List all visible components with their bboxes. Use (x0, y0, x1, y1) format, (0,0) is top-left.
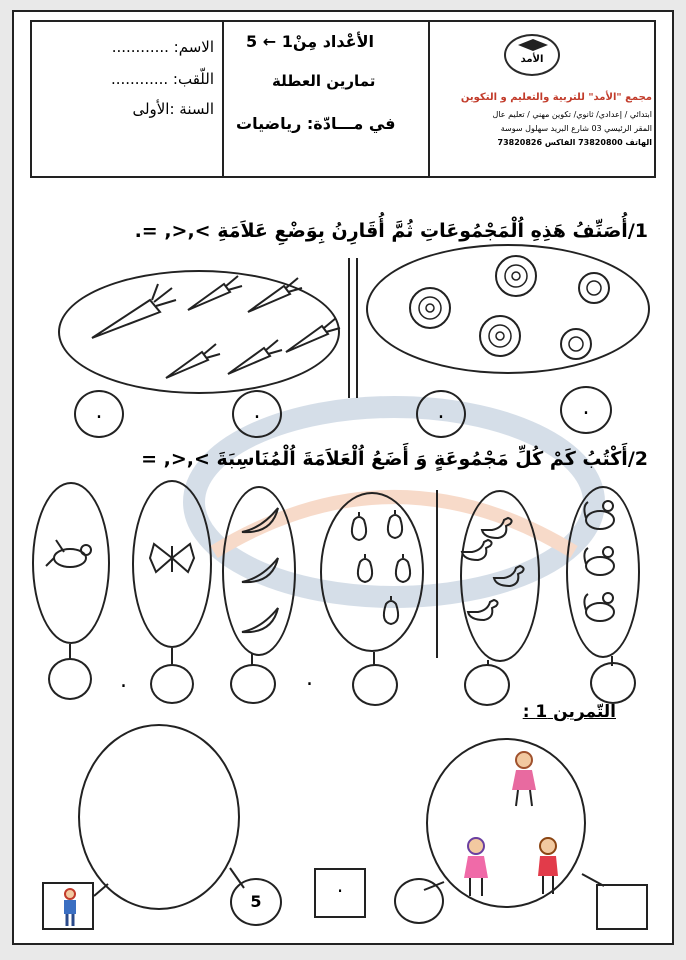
bird-icon (46, 536, 96, 576)
carrot-icon (244, 276, 304, 316)
numbers-range-title (246, 32, 374, 51)
banana-icon (238, 606, 282, 636)
graduation-cap-icon (518, 39, 548, 53)
count-circle[interactable] (48, 658, 92, 700)
pear-icon (376, 594, 406, 626)
goose-icon (464, 596, 504, 626)
subject-label: في مـــادّة: (306, 114, 396, 133)
title-cell (222, 22, 428, 176)
logo-text: الأمد (520, 54, 544, 65)
org-levels: ابتدائي / إعدادي/ ثانوي/ تكوين مهني / تعليم عال (492, 110, 652, 119)
org-cell (428, 22, 658, 176)
divider-line-b (356, 258, 358, 398)
rose-icon-small (554, 326, 598, 362)
answer-circle[interactable]: . (232, 390, 282, 438)
rooster-icon (582, 498, 622, 534)
carrot-icon (282, 316, 342, 356)
pear-icon (350, 552, 380, 584)
count-circle[interactable] (352, 664, 398, 706)
count-circle[interactable] (590, 662, 636, 704)
boy-icon (60, 888, 80, 928)
rose-icon-small (572, 270, 616, 306)
count-circle[interactable] (150, 664, 194, 704)
answer-circle[interactable]: . (416, 390, 466, 438)
pear-icon (344, 510, 374, 542)
rooster-icon (582, 544, 622, 580)
subject-value: رياضيات (236, 114, 302, 133)
answer-square[interactable] (596, 884, 648, 930)
rose-icon (486, 252, 546, 302)
butterfly-icon (146, 540, 198, 576)
answer-circle[interactable]: . (74, 390, 124, 438)
count-circle[interactable] (464, 664, 510, 706)
year-label: السنة :الأولى (132, 100, 214, 118)
pear-icon (380, 508, 410, 540)
goose-icon (490, 562, 530, 592)
rose-icon (470, 312, 530, 362)
numbers-range-label: الأعْداد مِنْ1 (281, 32, 374, 51)
answer-square[interactable]: . (314, 868, 366, 918)
exercise1-title: 1/أُصَنِّفُ هَذِهِ اُلْمَجْمُوعَاتِ ثُمَّ أُقَارِنُ بِوَضْعِ عَلاَمَةِ >,<, =. (134, 220, 648, 242)
org-phone: الهاتف 73820800 الفاكس 73820826 (497, 138, 652, 147)
surname-field[interactable]: اللّقب: ............ (110, 70, 214, 88)
header-table (30, 20, 656, 178)
rose-icon (400, 284, 460, 334)
worksheet (12, 10, 674, 945)
answer-square[interactable] (42, 882, 94, 930)
comparison-dot[interactable]: . (306, 666, 313, 691)
student-info-cell (32, 22, 222, 176)
banana-icon (238, 506, 282, 536)
carrot-icon-big (88, 282, 178, 342)
org-name: مجمع "الأمد" للتربية والتعليم و التكوين (460, 92, 652, 103)
answer-circle[interactable]: . (560, 386, 612, 434)
count-circle[interactable] (230, 664, 276, 704)
carrot-icon (184, 274, 244, 314)
answer-circle[interactable] (394, 878, 444, 924)
banana-icon (238, 556, 282, 586)
org-logo (504, 34, 560, 76)
numbers-range-to: 5 (246, 32, 258, 51)
arrow-left-icon: ← (262, 32, 277, 51)
comparison-dot[interactable]: . (120, 668, 127, 693)
pear-icon (388, 552, 418, 584)
carrot-icon (162, 342, 222, 382)
subject-line (236, 114, 396, 133)
stems (14, 644, 676, 674)
divider-line-a (348, 258, 350, 398)
org-address: المقر الرئيسي 03 شارع البريد سهلول سوسة (500, 124, 652, 133)
name-field[interactable]: الاسم: ............ (111, 38, 214, 56)
exercises-title: تمارين العطلة (272, 72, 376, 90)
exercise2-title: 2/أَكْتُبُ كَمْ كُلِّ مَجْمُوعَةٍ وَ أَضَعُ اُلْعَلاَمَةَ اُلْمُنَاسِبَةَ >,<, = (141, 448, 648, 470)
girl-icon (504, 750, 544, 810)
exercise3-title: التّمرين 1 : (522, 702, 616, 722)
carrot-icon (224, 338, 284, 378)
answer-circle-five[interactable]: 5 (230, 878, 282, 926)
rooster-icon (582, 590, 622, 626)
divider-line-c (436, 490, 438, 658)
